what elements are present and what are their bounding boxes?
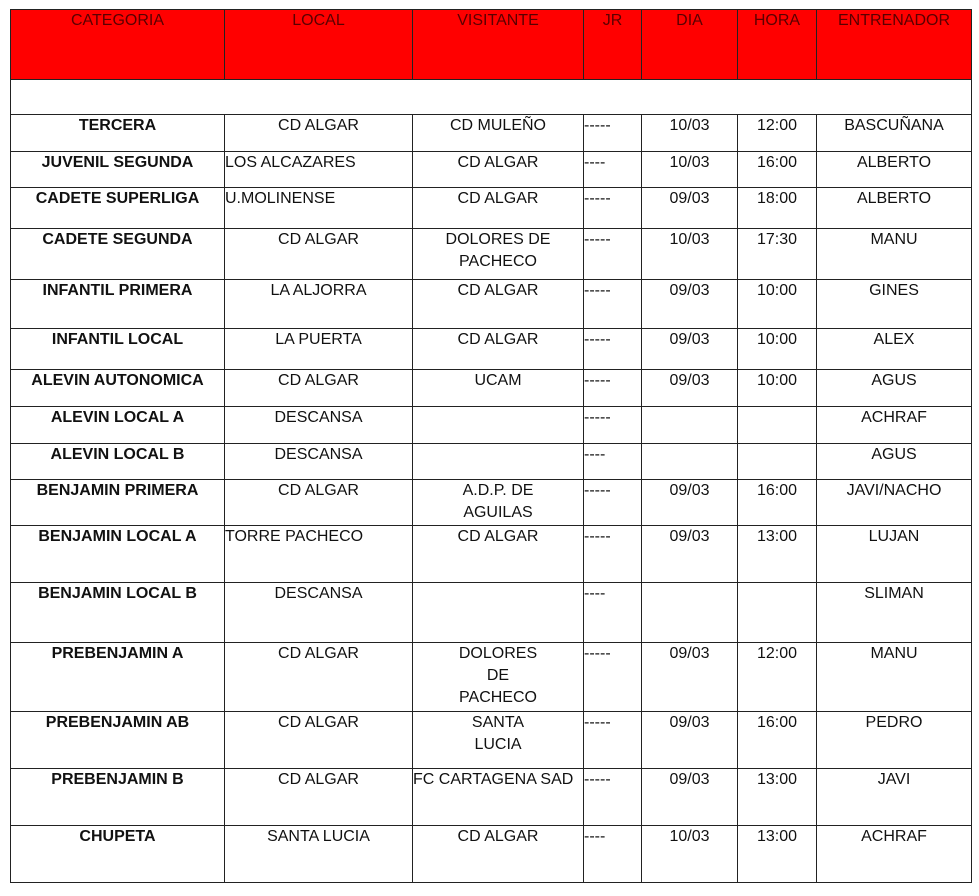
cell-entrenador: ACHRAF	[817, 826, 972, 883]
cell-visitante-text: DOLORES DE PACHECO	[445, 231, 551, 270]
cell-local: LA ALJORRA	[225, 280, 413, 329]
cell-categoria: INFANTIL LOCAL	[11, 329, 225, 370]
cell-entrenador: GINES	[817, 280, 972, 329]
cell-entrenador: AGUS	[817, 444, 972, 480]
cell-visitante: UCAM	[413, 370, 584, 407]
cell-visitante	[413, 229, 584, 280]
cell-dia: 09/03	[642, 370, 738, 407]
cell-hora: 10:00	[738, 329, 817, 370]
cell-categoria: BENJAMIN PRIMERA	[11, 480, 225, 526]
table-row	[11, 444, 972, 480]
schedule-table	[10, 9, 972, 883]
cell-jr: ----	[584, 444, 642, 480]
cell-visitante: CD ALGAR	[413, 188, 584, 229]
cell-jr: ----	[584, 152, 642, 188]
cell-dia: 10/03	[642, 152, 738, 188]
cell-dia: 09/03	[642, 712, 738, 769]
cell-hora: 16:00	[738, 480, 817, 526]
cell-local: CD ALGAR	[225, 769, 413, 826]
cell-entrenador: ACHRAF	[817, 407, 972, 444]
cell-dia: 09/03	[642, 480, 738, 526]
cell-entrenador: SLIMAN	[817, 583, 972, 643]
header-hora: HORA	[738, 10, 817, 80]
cell-jr: -----	[584, 712, 642, 769]
cell-local: CD ALGAR	[225, 643, 413, 712]
table-row	[11, 370, 972, 407]
cell-hora: 12:00	[738, 643, 817, 712]
cell-entrenador: MANU	[817, 229, 972, 280]
cell-visitante: CD MULEÑO	[413, 115, 584, 152]
cell-entrenador: ALBERTO	[817, 152, 972, 188]
cell-dia: 09/03	[642, 643, 738, 712]
header-jr: JR	[584, 10, 642, 80]
cell-local: CD ALGAR	[225, 480, 413, 526]
table-row	[11, 152, 972, 188]
cell-jr: -----	[584, 769, 642, 826]
cell-visitante	[413, 480, 584, 526]
cell-jr: -----	[584, 480, 642, 526]
cell-hora: 17:30	[738, 229, 817, 280]
cell-entrenador: JAVI/NACHO	[817, 480, 972, 526]
header-visitante: VISITANTE	[413, 10, 584, 80]
cell-jr: ----	[584, 583, 642, 643]
cell-hora: 16:00	[738, 712, 817, 769]
cell-jr: -----	[584, 229, 642, 280]
cell-local: SANTA LUCIA	[225, 826, 413, 883]
cell-local: DESCANSA	[225, 444, 413, 480]
table-row	[11, 480, 972, 526]
table-row	[11, 229, 972, 280]
cell-visitante-text: FC CARTAGENA SAD	[413, 771, 574, 788]
cell-categoria: CADETE SEGUNDA	[11, 229, 225, 280]
cell-local: LOS ALCAZARES	[225, 152, 413, 188]
cell-local: CD ALGAR	[225, 229, 413, 280]
cell-visitante	[413, 444, 584, 480]
cell-categoria: CHUPETA	[11, 826, 225, 883]
cell-dia: 10/03	[642, 229, 738, 280]
header-categoria: CATEGORIA	[11, 10, 225, 80]
table-row	[11, 407, 972, 444]
header-local: LOCAL	[225, 10, 413, 80]
cell-dia: 10/03	[642, 115, 738, 152]
table-row	[11, 329, 972, 370]
cell-categoria: BENJAMIN LOCAL B	[11, 583, 225, 643]
cell-visitante	[413, 712, 584, 769]
cell-visitante: CD ALGAR	[413, 329, 584, 370]
cell-hora: 13:00	[738, 769, 817, 826]
cell-entrenador: PEDRO	[817, 712, 972, 769]
cell-visitante-text: DOLORES DE PACHECO	[458, 645, 538, 706]
table-row	[11, 712, 972, 769]
cell-entrenador: MANU	[817, 643, 972, 712]
table-row	[11, 583, 972, 643]
table-row	[11, 826, 972, 883]
cell-hora: 16:00	[738, 152, 817, 188]
table-row	[11, 115, 972, 152]
table-row	[11, 643, 972, 712]
cell-visitante-text: SANTA LUCIA	[471, 714, 525, 753]
cell-visitante	[413, 583, 584, 643]
cell-categoria: CADETE SUPERLIGA	[11, 188, 225, 229]
cell-visitante	[413, 769, 584, 826]
cell-local: U.MOLINENSE	[225, 188, 413, 229]
cell-jr: -----	[584, 370, 642, 407]
cell-hora: 10:00	[738, 280, 817, 329]
cell-local: CD ALGAR	[225, 115, 413, 152]
cell-dia	[642, 444, 738, 480]
cell-local: DESCANSA	[225, 583, 413, 643]
cell-visitante	[413, 643, 584, 712]
cell-local: TORRE PACHECO	[225, 526, 413, 583]
cell-entrenador: LUJAN	[817, 526, 972, 583]
cell-categoria: ALEVIN AUTONOMICA	[11, 370, 225, 407]
cell-hora: 12:00	[738, 115, 817, 152]
cell-hora	[738, 444, 817, 480]
cell-dia	[642, 583, 738, 643]
table-row	[11, 769, 972, 826]
cell-visitante: CD ALGAR	[413, 826, 584, 883]
cell-categoria: ALEVIN LOCAL A	[11, 407, 225, 444]
cell-categoria: PREBENJAMIN AB	[11, 712, 225, 769]
table-row	[11, 280, 972, 329]
cell-local: CD ALGAR	[225, 712, 413, 769]
header-row	[11, 10, 972, 80]
cell-categoria: TERCERA	[11, 115, 225, 152]
table-row	[11, 526, 972, 583]
spacer-row	[11, 80, 972, 115]
cell-hora	[738, 407, 817, 444]
cell-visitante: CD ALGAR	[413, 526, 584, 583]
cell-categoria: PREBENJAMIN A	[11, 643, 225, 712]
cell-visitante: CD ALGAR	[413, 280, 584, 329]
cell-visitante-text: A.D.P. DE AGUILAS	[462, 482, 534, 521]
cell-local: CD ALGAR	[225, 370, 413, 407]
table-row	[11, 188, 972, 229]
cell-dia: 09/03	[642, 188, 738, 229]
cell-dia	[642, 407, 738, 444]
cell-dia: 09/03	[642, 280, 738, 329]
cell-hora: 13:00	[738, 826, 817, 883]
cell-jr: -----	[584, 115, 642, 152]
cell-jr: -----	[584, 329, 642, 370]
cell-categoria: PREBENJAMIN B	[11, 769, 225, 826]
cell-categoria: BENJAMIN LOCAL A	[11, 526, 225, 583]
cell-dia: 10/03	[642, 826, 738, 883]
cell-entrenador: JAVI	[817, 769, 972, 826]
cell-entrenador: AGUS	[817, 370, 972, 407]
cell-dia: 09/03	[642, 769, 738, 826]
cell-jr: -----	[584, 188, 642, 229]
cell-hora: 18:00	[738, 188, 817, 229]
cell-jr: -----	[584, 280, 642, 329]
cell-hora: 13:00	[738, 526, 817, 583]
cell-dia: 09/03	[642, 526, 738, 583]
cell-entrenador: BASCUÑANA	[817, 115, 972, 152]
cell-local: LA PUERTA	[225, 329, 413, 370]
cell-hora	[738, 583, 817, 643]
cell-dia: 09/03	[642, 329, 738, 370]
cell-categoria: INFANTIL PRIMERA	[11, 280, 225, 329]
cell-entrenador: ALEX	[817, 329, 972, 370]
header-dia: DIA	[642, 10, 738, 80]
cell-categoria: JUVENIL SEGUNDA	[11, 152, 225, 188]
cell-jr: -----	[584, 643, 642, 712]
cell-jr: -----	[584, 407, 642, 444]
cell-hora: 10:00	[738, 370, 817, 407]
cell-visitante: CD ALGAR	[413, 152, 584, 188]
cell-categoria: ALEVIN LOCAL B	[11, 444, 225, 480]
cell-local: DESCANSA	[225, 407, 413, 444]
header-entrenador: ENTRENADOR	[817, 10, 972, 80]
cell-entrenador: ALBERTO	[817, 188, 972, 229]
spacer-cell	[11, 80, 972, 115]
cell-jr: ----	[584, 826, 642, 883]
cell-jr: -----	[584, 526, 642, 583]
cell-visitante	[413, 407, 584, 444]
